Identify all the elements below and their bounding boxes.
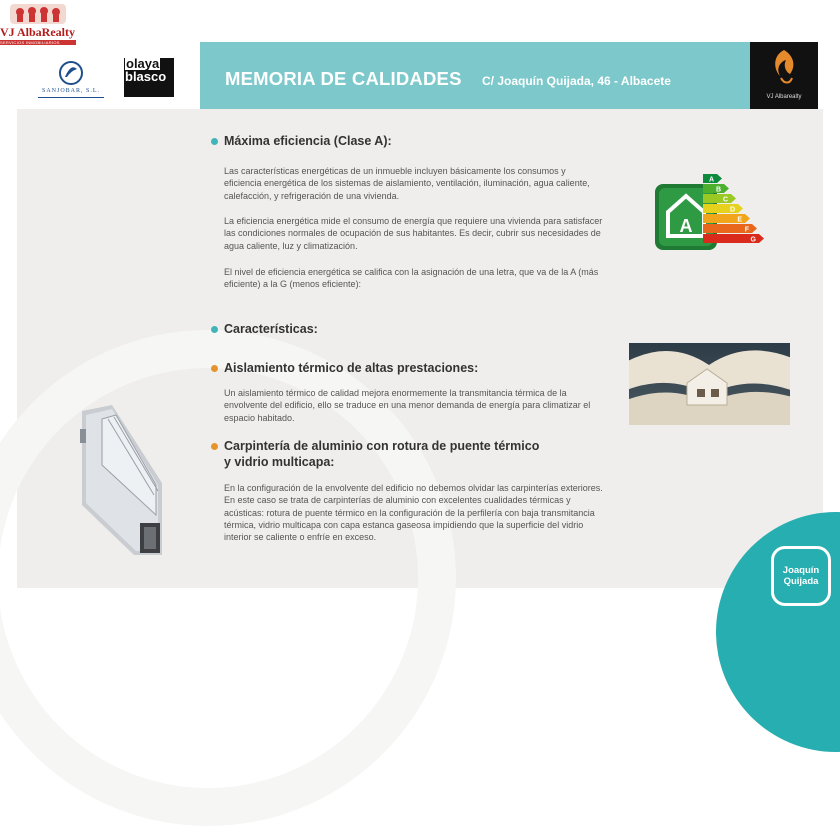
olaya-line1: olaya — [126, 56, 160, 71]
jq-badge-line1: Joaquín — [782, 565, 820, 576]
sanjobar-logo — [38, 60, 104, 98]
energy-grade-label-f: F — [744, 226, 749, 234]
energy-grade-label-a: A — [708, 176, 714, 184]
energy-rating-icon — [653, 172, 773, 258]
energy-grade-label-c: C — [722, 196, 728, 204]
albarealty-logo — [0, 2, 76, 47]
energy-grade-label-g: G — [750, 236, 756, 244]
carpentry-title-line2: y vidrio multicapa: — [224, 455, 335, 469]
energy-grade-bar-e — [703, 214, 750, 223]
house-scarf-photo — [629, 343, 790, 425]
flame-logo-icon — [750, 42, 818, 92]
insulation-paragraph: Un aislamiento térmico de calidad mejora enormemente la transmitancia térmica de la envolvente del edificio, ello se traduce en una menor demanda de energía para climatizar el espacio habitado. — [224, 388, 591, 423]
carpentry-bullet — [211, 443, 218, 450]
energy-grade-label-b: B — [715, 186, 721, 194]
carpentry-title-line1: Carpintería de aluminio con rotura de puente térmico — [224, 439, 540, 453]
brand-logo-box — [750, 42, 818, 109]
energy-label-graphic — [653, 172, 773, 258]
window-profile-icon — [72, 405, 172, 565]
joaquin-quijada-badge — [771, 546, 831, 606]
efficiency-paragraph-1: Las características energéticas de un inmueble incluyen básicamente los consumos y eficiencia energética de los sistemas de aislamiento, ventilación, iluminación, agua caliente, calefacción, y refrigeración de una vivienda. — [224, 166, 590, 201]
albarealty-tagline: SERVICIOS INMOBILIARIOS — [0, 40, 76, 45]
sanjobar-underline — [38, 97, 104, 98]
efficiency-paragraph-2: La eficiencia energética mide el consumo de energía que requiere una vivienda para satisfacer las condiciones normales de ocupación de sus habitantes. Es decir, cubrir sus necesidades de agua caliente, luz y climatización. — [224, 216, 603, 251]
house-scarf-icon — [629, 343, 790, 425]
olaya-line2: blasco — [125, 69, 167, 84]
energy-house-letter: A — [679, 216, 693, 236]
brand-box-name: VJ Albarealty — [766, 94, 802, 100]
energy-grade-label-d: D — [729, 206, 735, 214]
features-title: Características: — [224, 322, 318, 336]
aluminium-window-graphic — [72, 405, 172, 565]
energy-grade-label-e: E — [737, 216, 742, 224]
albarealty-figures-icon — [0, 2, 76, 26]
olaya-blasco-logo — [124, 58, 174, 97]
albarealty-name: VJ AlbaRealty — [0, 25, 75, 39]
efficiency-paragraph-3: El nivel de eficiencia energética se califica con la asignación de una letra, que va de la A (más eficiente) a la G (menos eficiente): — [224, 267, 599, 290]
energy-grade-bar-d — [703, 204, 743, 213]
features-bullet — [211, 326, 218, 333]
insulation-bullet — [211, 365, 218, 372]
page-subtitle: C/ Joaquín Quijada, 46 - Albacete — [482, 74, 671, 88]
insulation-title: Aislamiento térmico de altas prestaciones: — [224, 361, 479, 375]
sanjobar-name: SANJOBAR, S.L. — [41, 88, 100, 94]
efficiency-title: Máxima eficiencia (Clase A): — [224, 134, 392, 148]
carpentry-paragraph: En la configuración de la envolvente del edificio no debemos olvidar las carpinterías exteriores. En este caso se trata de carpinterías de aluminio con excelentes cualidades térmicas y acústicas: rotura de puente térmico en la configuración de la perfilería con baja transmitancia térmica, vidrio multicapa con capa estanca gaseosa impidiendo que la superficie del vidrio interior se caliente o enfríe en exceso. — [224, 483, 603, 543]
efficiency-bullet — [211, 138, 218, 145]
page-title: MEMORIA DE CALIDADES — [225, 68, 462, 89]
energy-grade-bar-c — [703, 194, 736, 203]
sanjobar-emblem-icon — [38, 60, 104, 86]
jq-badge-line2: Quijada — [783, 576, 819, 587]
